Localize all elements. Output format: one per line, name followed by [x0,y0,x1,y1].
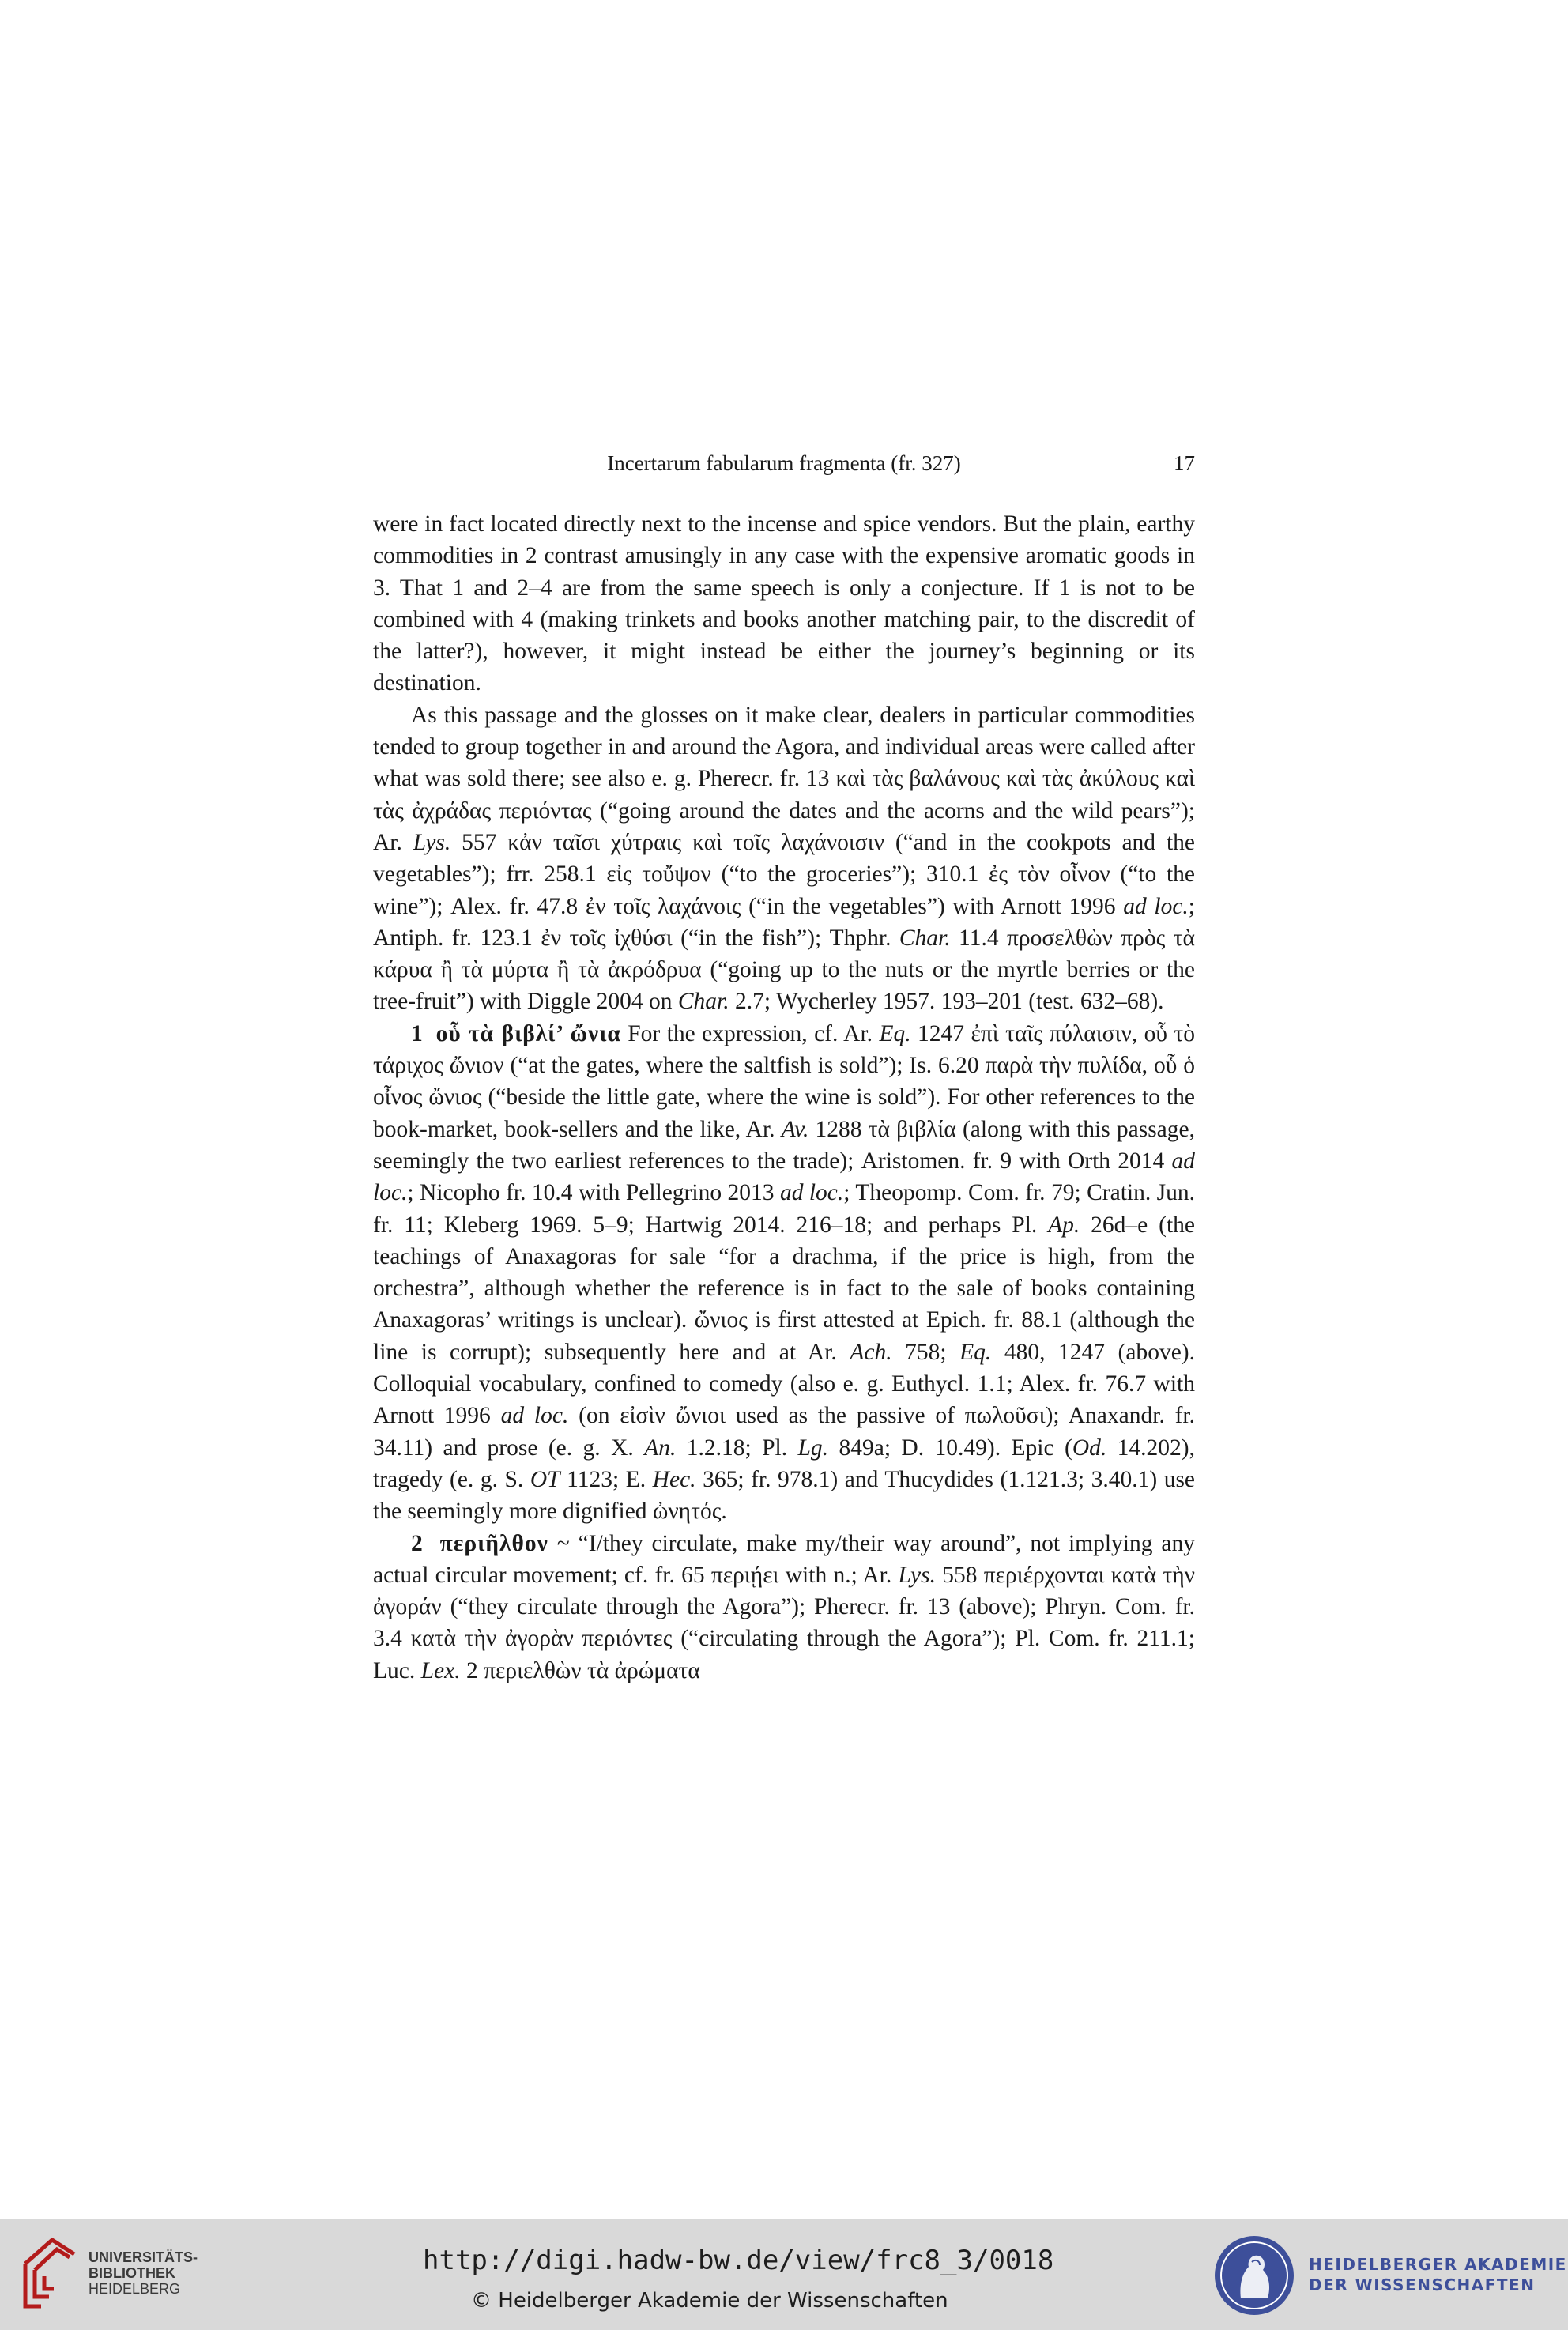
running-title: Incertarum fabularum fragmenta (fr. 327) [607,451,961,475]
permalink-url[interactable]: http://digi.hadw-bw.de/view/frc8_3/0018 [423,2245,1054,2276]
library-name: UNIVERSITÄTS- BIBLIOTHEK HEIDELBERG [89,2249,198,2297]
footer-band [0,2219,1568,2330]
lemma-number: 2 [411,1530,423,1556]
note-line-1: 1 οὗ τὰ βιβλί’ ὤνια For the expression, cf. Ar. Eq. 1247 ἐπὶ ταῖς πύλαισιν, οὗ τὸ τάριχος ὤνιον (“at the gates, where the saltfish is sold”); Is. 6.20 παρὰ τὴν πυλίδα, οὗ ὁ οἶνος ὤνιος (“beside the little gate, where the wine is sold”). For other references to the book-market, book-sellers and the like, Ar. Av. 1288 τὰ βιβλία (along with this passage, seemingly the two earliest references to the trade); Aristomen. fr. 9 with Orth 2014 ad loc.; Nicopho fr. 10.4 with Pellegrino 2013 ad loc.; Theopomp. Com. fr. 79; Cratin. Jun. fr. 11; Kleberg 1969. 5–9; Hartwig 2014. 216–18; and perhaps Pl. Ap. 26d–e (the teachings of Anaxagoras for sale “for a drachma, if the price is high, from the orchestra”, although whether the reference is in fact to the sale of books containing Anaxagoras’ writings is unclear). ὤνιος is first attested at Epich. fr. 88.1 (although the line is corrupt); subsequently here and at Ar. Ach. 758; Eq. 480, 1247 (above). Colloquial vocabulary, confined to comedy (also e. g. Euthycl. 1.1; Alex. fr. 76.7 with Arnott 1996 ad loc. (on εἰσὶν ὤνιοι used as the passive of πωλοῦσι); Anaxandr. fr. 34.11) and prose (e. g. X. An. 1.2.18; Pl. Lg. 849a; D. 10.49). Epic (Od. 14.202), tragedy (e. g. S. OT 1123; E. Hec. 365; fr. 978.1) and Thucydides (1.121.3; 3.40.1) use the seemingly more dignified ὠνητός. [373,1020,1196,1525]
commentary-text [373,508,1195,1687]
copyright-notice: © Heidelberger Akademie der Wissenschaften [471,2289,948,2313]
lemma-number: 1 [411,1020,423,1046]
paragraph: were in fact located directly next to the incense and spice vendors. But the plain, earthy commodities in 2 contrast amusingly in any case with the expensive aromatic goods in 3. That 1 and 2–4 are from the same speech is only a conjecture. If 1 is not to be combined with 4 (making trinkets and books another matching pair, to the discredit of the latter?), however, it might instead be either the journey’s beginning or its destination. [373,511,1195,696]
page-number: 17 [1174,451,1195,475]
academy-name: HEIDELBERGER AKADEMIE DER WISSENSCHAFTEN [1309,2255,1567,2294]
lemma: περιῆλθον [439,1530,548,1556]
running-head [373,447,1195,479]
note-line-2: 2 περιῆλθον ~ “I/they circulate, make my/their way around”, not implying any actual circular movement; cf. fr. 65 περιῄει with n.; Ar. Lys. 558 περιέρχονται κατὰ τὴν ἀγοράν (“they circulate through the Agora”); Pherecr. fr. 13 (above); Phryn. Com. fr. 3.4 κατὰ τὴν ἀγορὰν περιόντες (“circulating through the Agora”); Pl. Com. fr. 211.1; Luc. Lex. 2 περιελθὼν τὰ ἀρώματα [373,1530,1196,1683]
lemma: οὗ τὰ βιβλί’ ὤνια [435,1020,621,1046]
paragraph: As this passage and the glosses on it make clear, dealers in particular commodities tended to group together in and around the Agora, and individual areas were called after what was sold there; see also e. g. Pherecr. fr. 13 καὶ τὰς βαλάνους καὶ τὰς ἀκύλους καὶ τὰς ἀχράδας περιόντας (“going around the dates and the acorns and the wild pears”); Ar. Lys. 557 κἀν ταῖσι χύτραις καὶ τοῖς λαχάνοισιν (“and in the cookpots and the vegetables”); frr. 258.1 εἰς τοὔψον (“to the groceries”); 310.1 ἐς τὸν οἶνον (“to the wine”); Alex. fr. 47.8 ἐν τοῖς λαχάνοις (“in the vegetables”) with Arnott 1996 ad loc.; Antiph. fr. 123.1 ἐν τοῖς ἰχθύσι (“in the fish”); Thphr. Char. 11.4 προσελθὼν πρὸς τὰ κάρυα ἢ τὰ μύρτα ἢ τὰ ἀκρόδρυα (“going up to the nuts or the myrtle berries or the tree-fruit”) with Diggle 2004 on Char. 2.7; Wycherley 1957. 193–201 (test. 632–68). [373,702,1195,1015]
academy-seal-icon[interactable] [1211,2232,1298,2319]
university-library-logo-icon[interactable] [17,2234,82,2313]
